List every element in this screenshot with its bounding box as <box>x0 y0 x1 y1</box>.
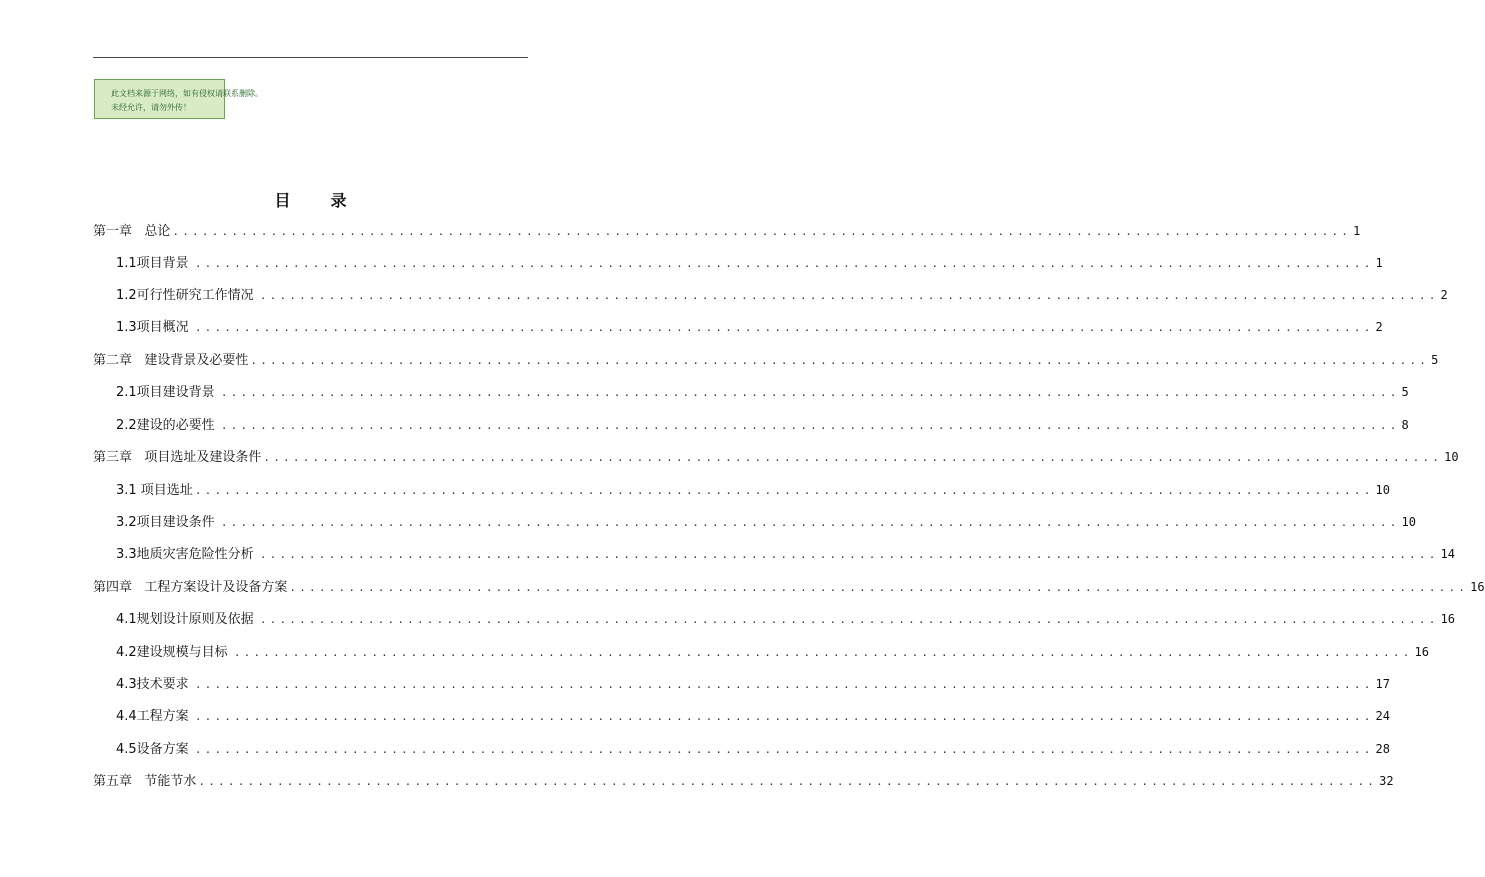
toc-leader-dots: ........................................................................................................................ <box>194 678 1374 691</box>
toc-entry[interactable] <box>116 416 1409 434</box>
notice-box <box>94 79 263 119</box>
toc-entry-page: 2 <box>1440 288 1448 302</box>
toc-entry-page: 5 <box>1431 353 1439 367</box>
toc-leader-dots: ........................................................................................................................ <box>259 613 1439 626</box>
toc-entry-page: 5 <box>1401 385 1409 399</box>
toc-leader-dots: ........................................................................................................................ <box>259 289 1439 302</box>
toc-leader-dots: ........................................................................................................................ <box>220 516 1400 529</box>
toc-entry-label: 2.2建设的必要性 <box>116 418 219 433</box>
toc-entry[interactable] <box>116 545 1455 563</box>
toc-entry-label: 第一章 总论 <box>93 224 171 239</box>
toc-leader-dots: ........................................................................................................................ <box>263 451 1443 464</box>
toc-leader-dots: ........................................................................................................................ <box>194 743 1374 756</box>
toc-entry[interactable] <box>116 675 1390 693</box>
toc-entry[interactable] <box>116 707 1390 725</box>
toc-entry[interactable] <box>93 772 1394 790</box>
toc-entry-page: 17 <box>1375 677 1390 691</box>
toc-leader-dots: ........................................................................................................................ <box>172 225 1352 238</box>
toc-entry[interactable] <box>93 578 1485 596</box>
toc-entry-label: 第三章 项目选址及建设条件 <box>93 450 262 465</box>
toc-entry[interactable] <box>93 222 1361 240</box>
toc-entry-page: 1 <box>1353 224 1361 238</box>
toc-entry[interactable] <box>116 740 1390 758</box>
toc-entry-label: 1.2可行性研究工作情况 <box>116 288 258 303</box>
toc-entry-label: 4.4工程方案 <box>116 709 193 724</box>
toc-entry-page: 16 <box>1414 645 1429 659</box>
toc-leader-dots: ........................................................................................................................ <box>259 548 1439 561</box>
toc-entry-label: 1.3项目概况 <box>116 320 193 335</box>
toc-leader-dots: ........................................................................................................................ <box>220 386 1400 399</box>
toc-entry-label: 4.3技术要求 <box>116 677 193 692</box>
toc-title: 目录 <box>274 191 387 210</box>
toc-entry[interactable] <box>116 513 1416 531</box>
toc-entry-label: 3.3地质灾害危险性分析 <box>116 547 258 562</box>
toc-entry-label: 2.1项目建设背景 <box>116 385 219 400</box>
toc-entry-label: 4.2建设规模与目标 <box>116 645 232 660</box>
toc-entry[interactable] <box>116 643 1429 661</box>
toc-entry-page: 10 <box>1401 515 1416 529</box>
toc-entry-label: 3.1 项目选址 <box>116 483 193 498</box>
toc-entry-page: 8 <box>1401 418 1409 432</box>
toc-entry[interactable] <box>93 351 1439 369</box>
toc-entry-page: 10 <box>1375 483 1390 497</box>
toc-entry[interactable] <box>93 448 1459 466</box>
toc-leader-dots: ........................................................................................................................ <box>233 646 1413 659</box>
toc-leader-dots: ........................................................................................................................ <box>289 581 1469 594</box>
toc-entry-label: 4.5设备方案 <box>116 742 193 757</box>
toc-leader-dots: ........................................................................................................................ <box>250 354 1430 367</box>
toc-entry-page: 24 <box>1375 709 1390 723</box>
toc-leader-dots: ........................................................................................................................ <box>220 419 1400 432</box>
toc-entry[interactable] <box>116 254 1383 272</box>
toc-leader-dots: ........................................................................................................................ <box>194 257 1374 270</box>
toc-leader-dots: ........................................................................................................................ <box>194 321 1374 334</box>
toc-entry[interactable] <box>116 286 1448 304</box>
toc-entry-page: 10 <box>1444 450 1459 464</box>
toc-entry[interactable] <box>116 383 1409 401</box>
toc-entry-page: 16 <box>1470 580 1485 594</box>
toc-entry-label: 1.1项目背景 <box>116 256 193 271</box>
toc-entry-page: 16 <box>1440 612 1455 626</box>
notice-line-1: 此文档来源于网络，如有侵权请联系删除。 <box>111 89 263 98</box>
toc-leader-dots: ........................................................................................................................ <box>198 775 1378 788</box>
toc-entry-page: 14 <box>1440 547 1455 561</box>
toc-entry-page: 1 <box>1375 256 1383 270</box>
toc-entry-page: 28 <box>1375 742 1390 756</box>
toc-entry-page: 2 <box>1375 320 1383 334</box>
toc-entry[interactable] <box>116 610 1455 628</box>
toc-entry-page: 32 <box>1379 774 1394 788</box>
toc-entry-label: 第四章 工程方案设计及设备方案 <box>93 580 288 595</box>
notice-line-2: 未经允许，请勿外传！ <box>111 103 191 112</box>
toc-entry-label: 第五章 节能节水 <box>93 774 197 789</box>
toc-entry-label: 第二章 建设背景及必要性 <box>93 353 249 368</box>
toc-entry-label: 4.1规划设计原则及依据 <box>116 612 258 627</box>
toc-leader-dots: ........................................................................................................................ <box>194 484 1374 497</box>
toc-entry[interactable] <box>116 481 1390 499</box>
toc-entry[interactable] <box>116 318 1383 336</box>
toc-leader-dots: ........................................................................................................................ <box>194 710 1374 723</box>
toc-entry-label: 3.2项目建设条件 <box>116 515 219 530</box>
header-rule <box>93 57 528 58</box>
